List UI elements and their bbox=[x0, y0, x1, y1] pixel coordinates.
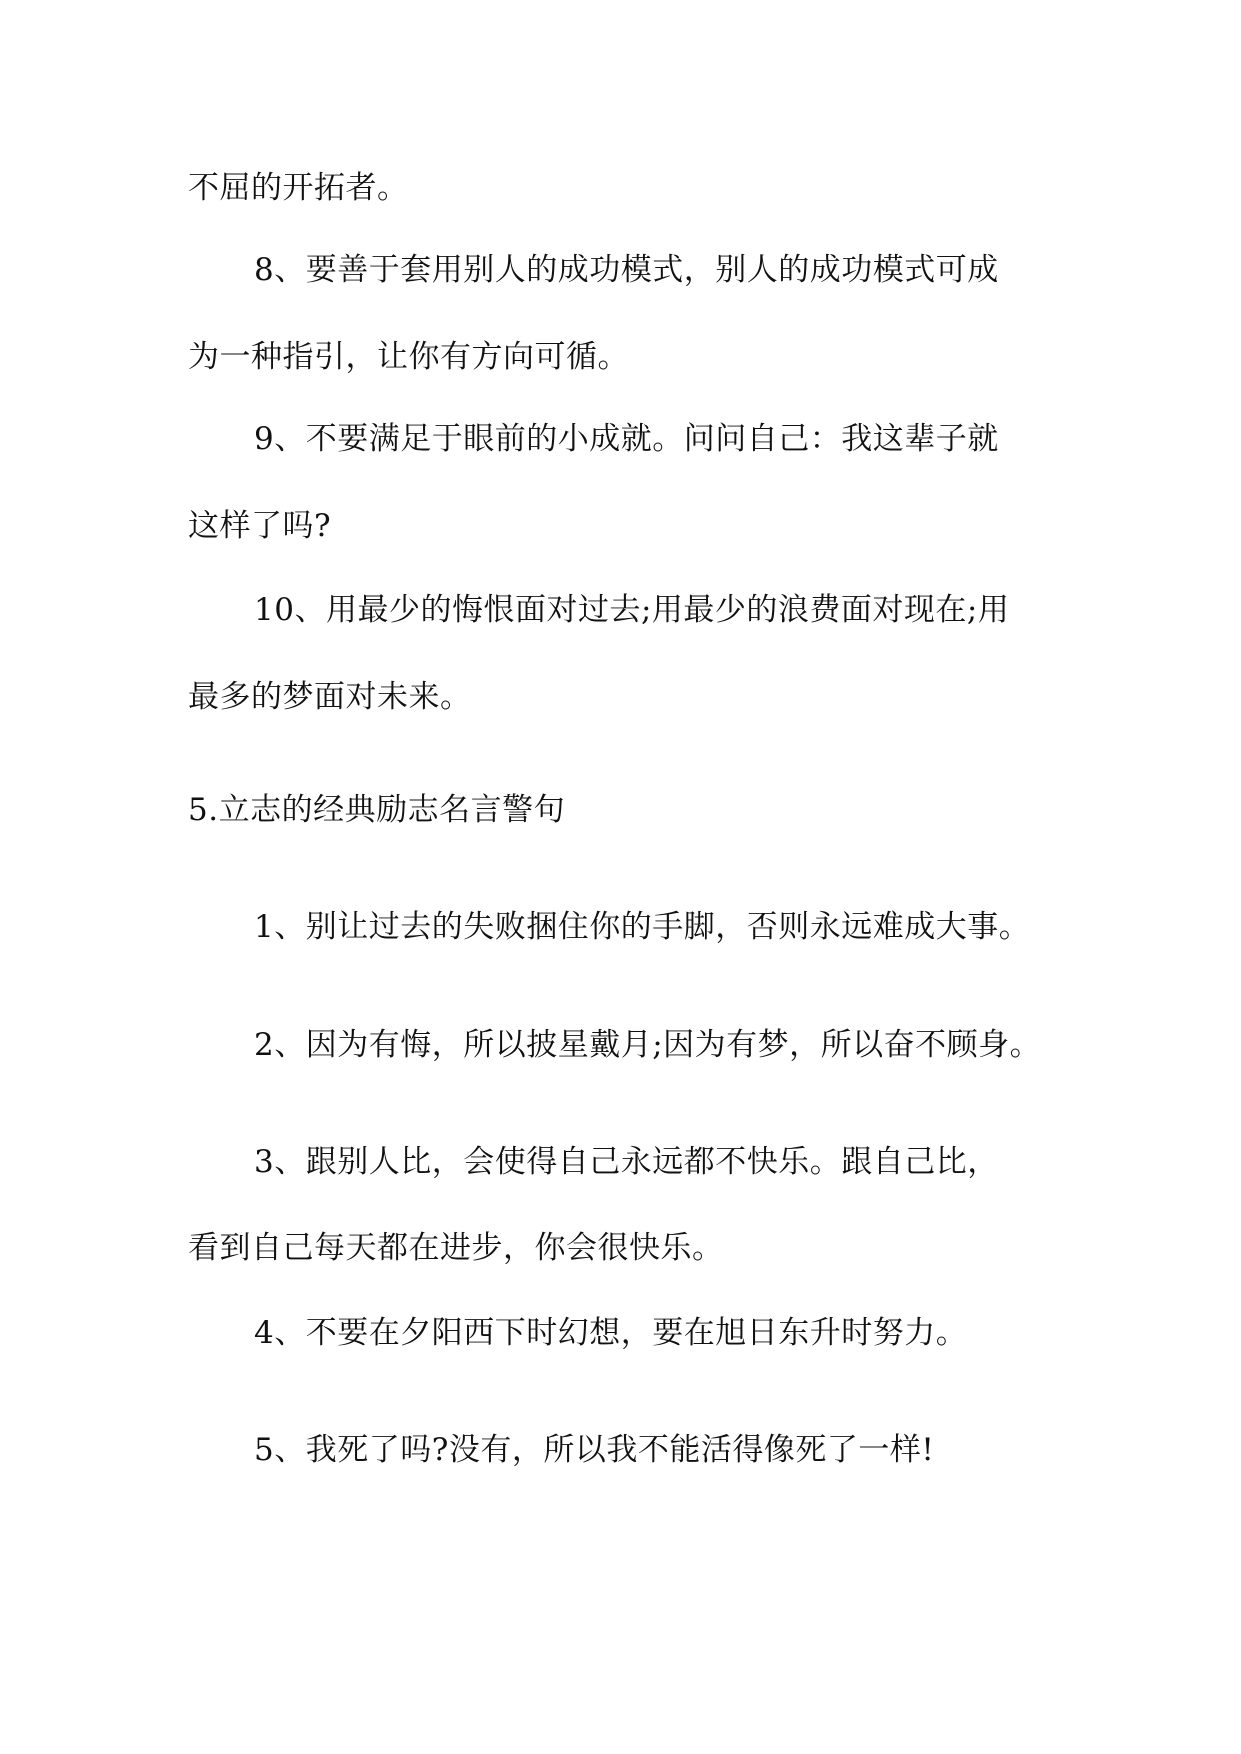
text-line: 10、用最少的悔恨面对过去;用最少的浪费面对现在;用 bbox=[254, 592, 1010, 628]
text-line: 为一种指引，让你有方向可循。 bbox=[188, 339, 629, 375]
text-line: 8、要善于套用别人的成功模式，别人的成功模式可成 bbox=[254, 252, 999, 288]
text-line: 2、因为有悔，所以披星戴月;因为有梦，所以奋不顾身。 bbox=[254, 1027, 1042, 1063]
text-line: 4、不要在夕阳西下时幻想，要在旭日东升时努力。 bbox=[254, 1315, 968, 1351]
text-line: 5、我死了吗?没有，所以我不能活得像死了一样! bbox=[254, 1432, 935, 1468]
text-line: 3、跟别人比，会使得自己永远都不快乐。跟自己比， bbox=[254, 1144, 999, 1180]
text-line: 9、不要满足于眼前的小成就。问问自己：我这辈子就 bbox=[254, 421, 999, 457]
text-line: 最多的梦面对未来。 bbox=[188, 679, 472, 715]
text-line: 这样了吗? bbox=[188, 508, 332, 544]
text-line: 1、别让过去的失败捆住你的手脚，否则永远难成大事。 bbox=[254, 909, 1031, 945]
text-line: 不屈的开拓者。 bbox=[188, 170, 409, 206]
section-heading: 5.立志的经典励志名言警句 bbox=[188, 792, 566, 828]
text-line: 看到自己每天都在进步，你会很快乐。 bbox=[188, 1230, 724, 1266]
